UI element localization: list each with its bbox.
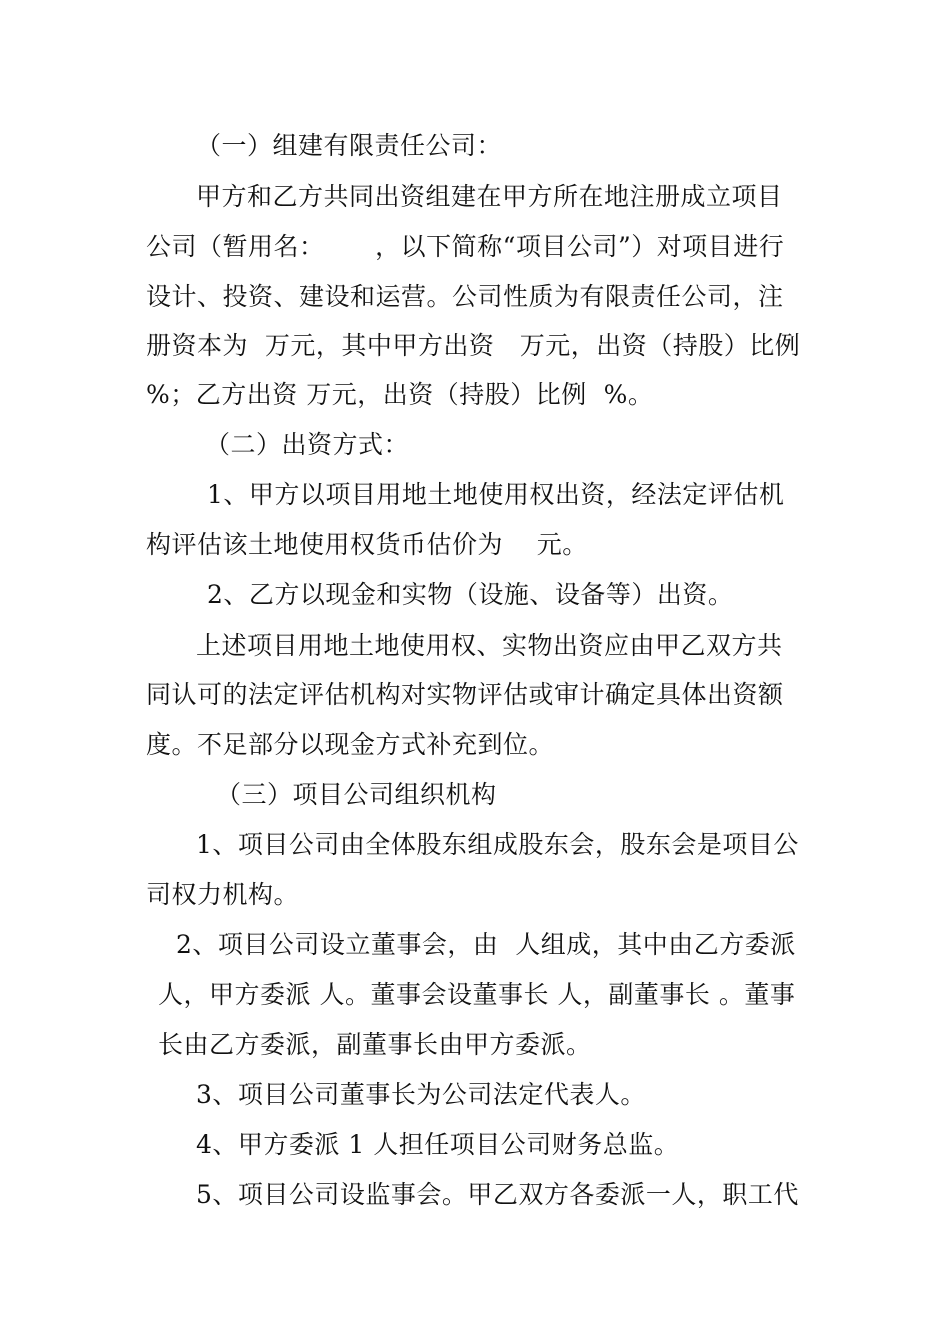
section-heading-3: （三）项目公司组织机构 bbox=[216, 780, 497, 809]
section-heading-2: （二）出资方式： bbox=[205, 430, 410, 459]
paragraph-line: 册资本为 万元，其中甲方出资 万元，出资（持股）比例 bbox=[146, 331, 801, 360]
paragraph-line: 上述项目用地土地使用权、实物出资应由甲乙双方共 bbox=[196, 631, 783, 660]
section-heading-1: （一）组建有限责任公司： bbox=[196, 131, 503, 160]
paragraph-line: 同认可的法定评估机构对实物评估或审计确定具体出资额 bbox=[146, 680, 784, 709]
paragraph-line: 度。不足部分以现金方式补充到位。 bbox=[146, 730, 555, 759]
paragraph-line: 甲方和乙方共同出资组建在甲方所在地注册成立项目 bbox=[196, 182, 783, 211]
paragraph-line: 设计、投资、建设和运营。公司性质为有限责任公司，注 bbox=[146, 282, 784, 311]
paragraph-line: 1、甲方以项目用地土地使用权出资，经法定评估机 bbox=[207, 480, 785, 509]
paragraph-line: 5、项目公司设监事会。甲乙双方各委派一人，职工代 bbox=[196, 1180, 799, 1209]
paragraph-line: 1、项目公司由全体股东组成股东会，股东会是项目公 bbox=[196, 830, 799, 859]
paragraph-line: 构评估该土地使用权货币估价为 元。 bbox=[146, 530, 588, 559]
paragraph-line: 2、项目公司设立董事会，由 人组成，其中由乙方委派 bbox=[176, 930, 796, 959]
paragraph-line: 3、项目公司董事长为公司法定代表人。 bbox=[196, 1080, 646, 1109]
paragraph-line: 4、甲方委派 1 人担任项目公司财务总监。 bbox=[196, 1130, 680, 1159]
paragraph-line: 公司（暂用名： ，以下简称“项目公司”）对项目进行 bbox=[146, 232, 785, 261]
paragraph-line: 司权力机构。 bbox=[146, 880, 300, 909]
paragraph-line: %；乙方出资 万元，出资（持股）比例 %。 bbox=[146, 380, 654, 409]
paragraph-line: 人，甲方委派 人。董事会设董事长 人，副董事长 。董事 bbox=[158, 980, 796, 1009]
paragraph-line: 长由乙方委派，副董事长由甲方委派。 bbox=[158, 1030, 592, 1059]
paragraph-line: 2、乙方以现金和实物（设施、设备等）出资。 bbox=[207, 580, 734, 609]
